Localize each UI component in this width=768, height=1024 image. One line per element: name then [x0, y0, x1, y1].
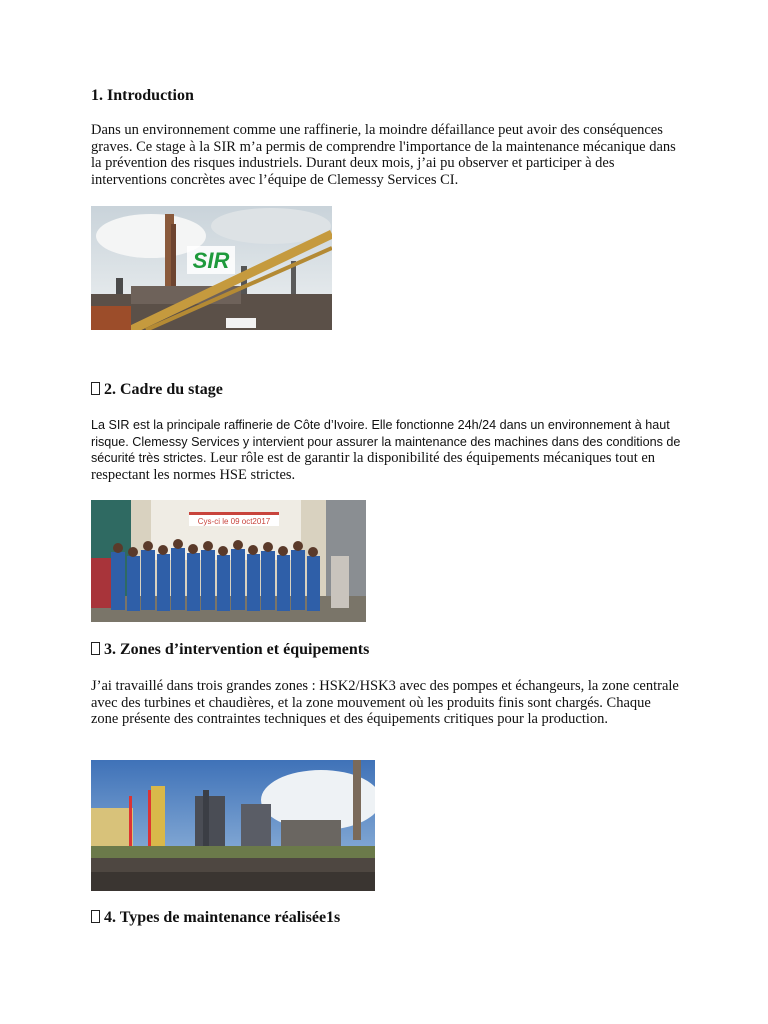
heading-introduction [91, 86, 194, 106]
paragraph-introduction: Dans un environnement comme une raffinerie, la moindre défaillance peut avoir des conséquences graves. Ce stage à la SIR m’a permis de comprendre l'importance de la maintenance mécanique dans la prévention des risques industriels. Durant deux mois, j’ai pu observer et participer à des interventions concrètes avec l’équipe de Clemessy Services CI. [91, 122, 676, 188]
missing-glyph-icon [91, 642, 100, 655]
paragraph-sans-part: La SIR est la principale raffinerie de Côte d’Ivoire. Elle fonctionne 24h/24 dans un environnement à haut risque. Clemessy Services y intervient pour assurer la maintenance des machines dans des conditions de sécurité très strictes. [91, 418, 681, 465]
paragraph-zones-intervention: J’ai travaillé dans trois grandes zones : HSK2/HSK3 avec des pompes et échangeurs, la zone centrale avec des turbines et chaudières, et la zone mouvement où les produits finis sont chargés. Chaque zone présente des contraintes techniques et des équipements critiques pour la production. [91, 678, 679, 727]
heading-text: 3. Zones d’intervention et équipements [104, 641, 370, 658]
heading-text: 4. Types de maintenance réalisée1s [104, 909, 341, 926]
heading-types-maintenance [91, 908, 340, 928]
heading-zones-intervention [91, 640, 369, 660]
missing-glyph-icon [91, 910, 100, 923]
refinery-photo-with-logo [91, 206, 332, 330]
missing-glyph-icon [91, 382, 100, 395]
refinery-site-photo [91, 760, 375, 891]
sir-logo: SIR [192, 248, 230, 273]
heading-text: 1. Introduction [91, 87, 194, 104]
heading-cadre-du-stage [91, 380, 223, 400]
team-group-photo [91, 500, 366, 622]
heading-text: 2. Cadre du stage [104, 381, 223, 398]
banner-text: Cys-ci le 09 oct2017 [197, 517, 271, 526]
paragraph-cadre-du-stage [91, 417, 681, 483]
paragraph-serif-part: Leur rôle est de garantir la disponibilité des équipements mécaniques tout en respectant les normes HSE strictes. [91, 450, 656, 483]
